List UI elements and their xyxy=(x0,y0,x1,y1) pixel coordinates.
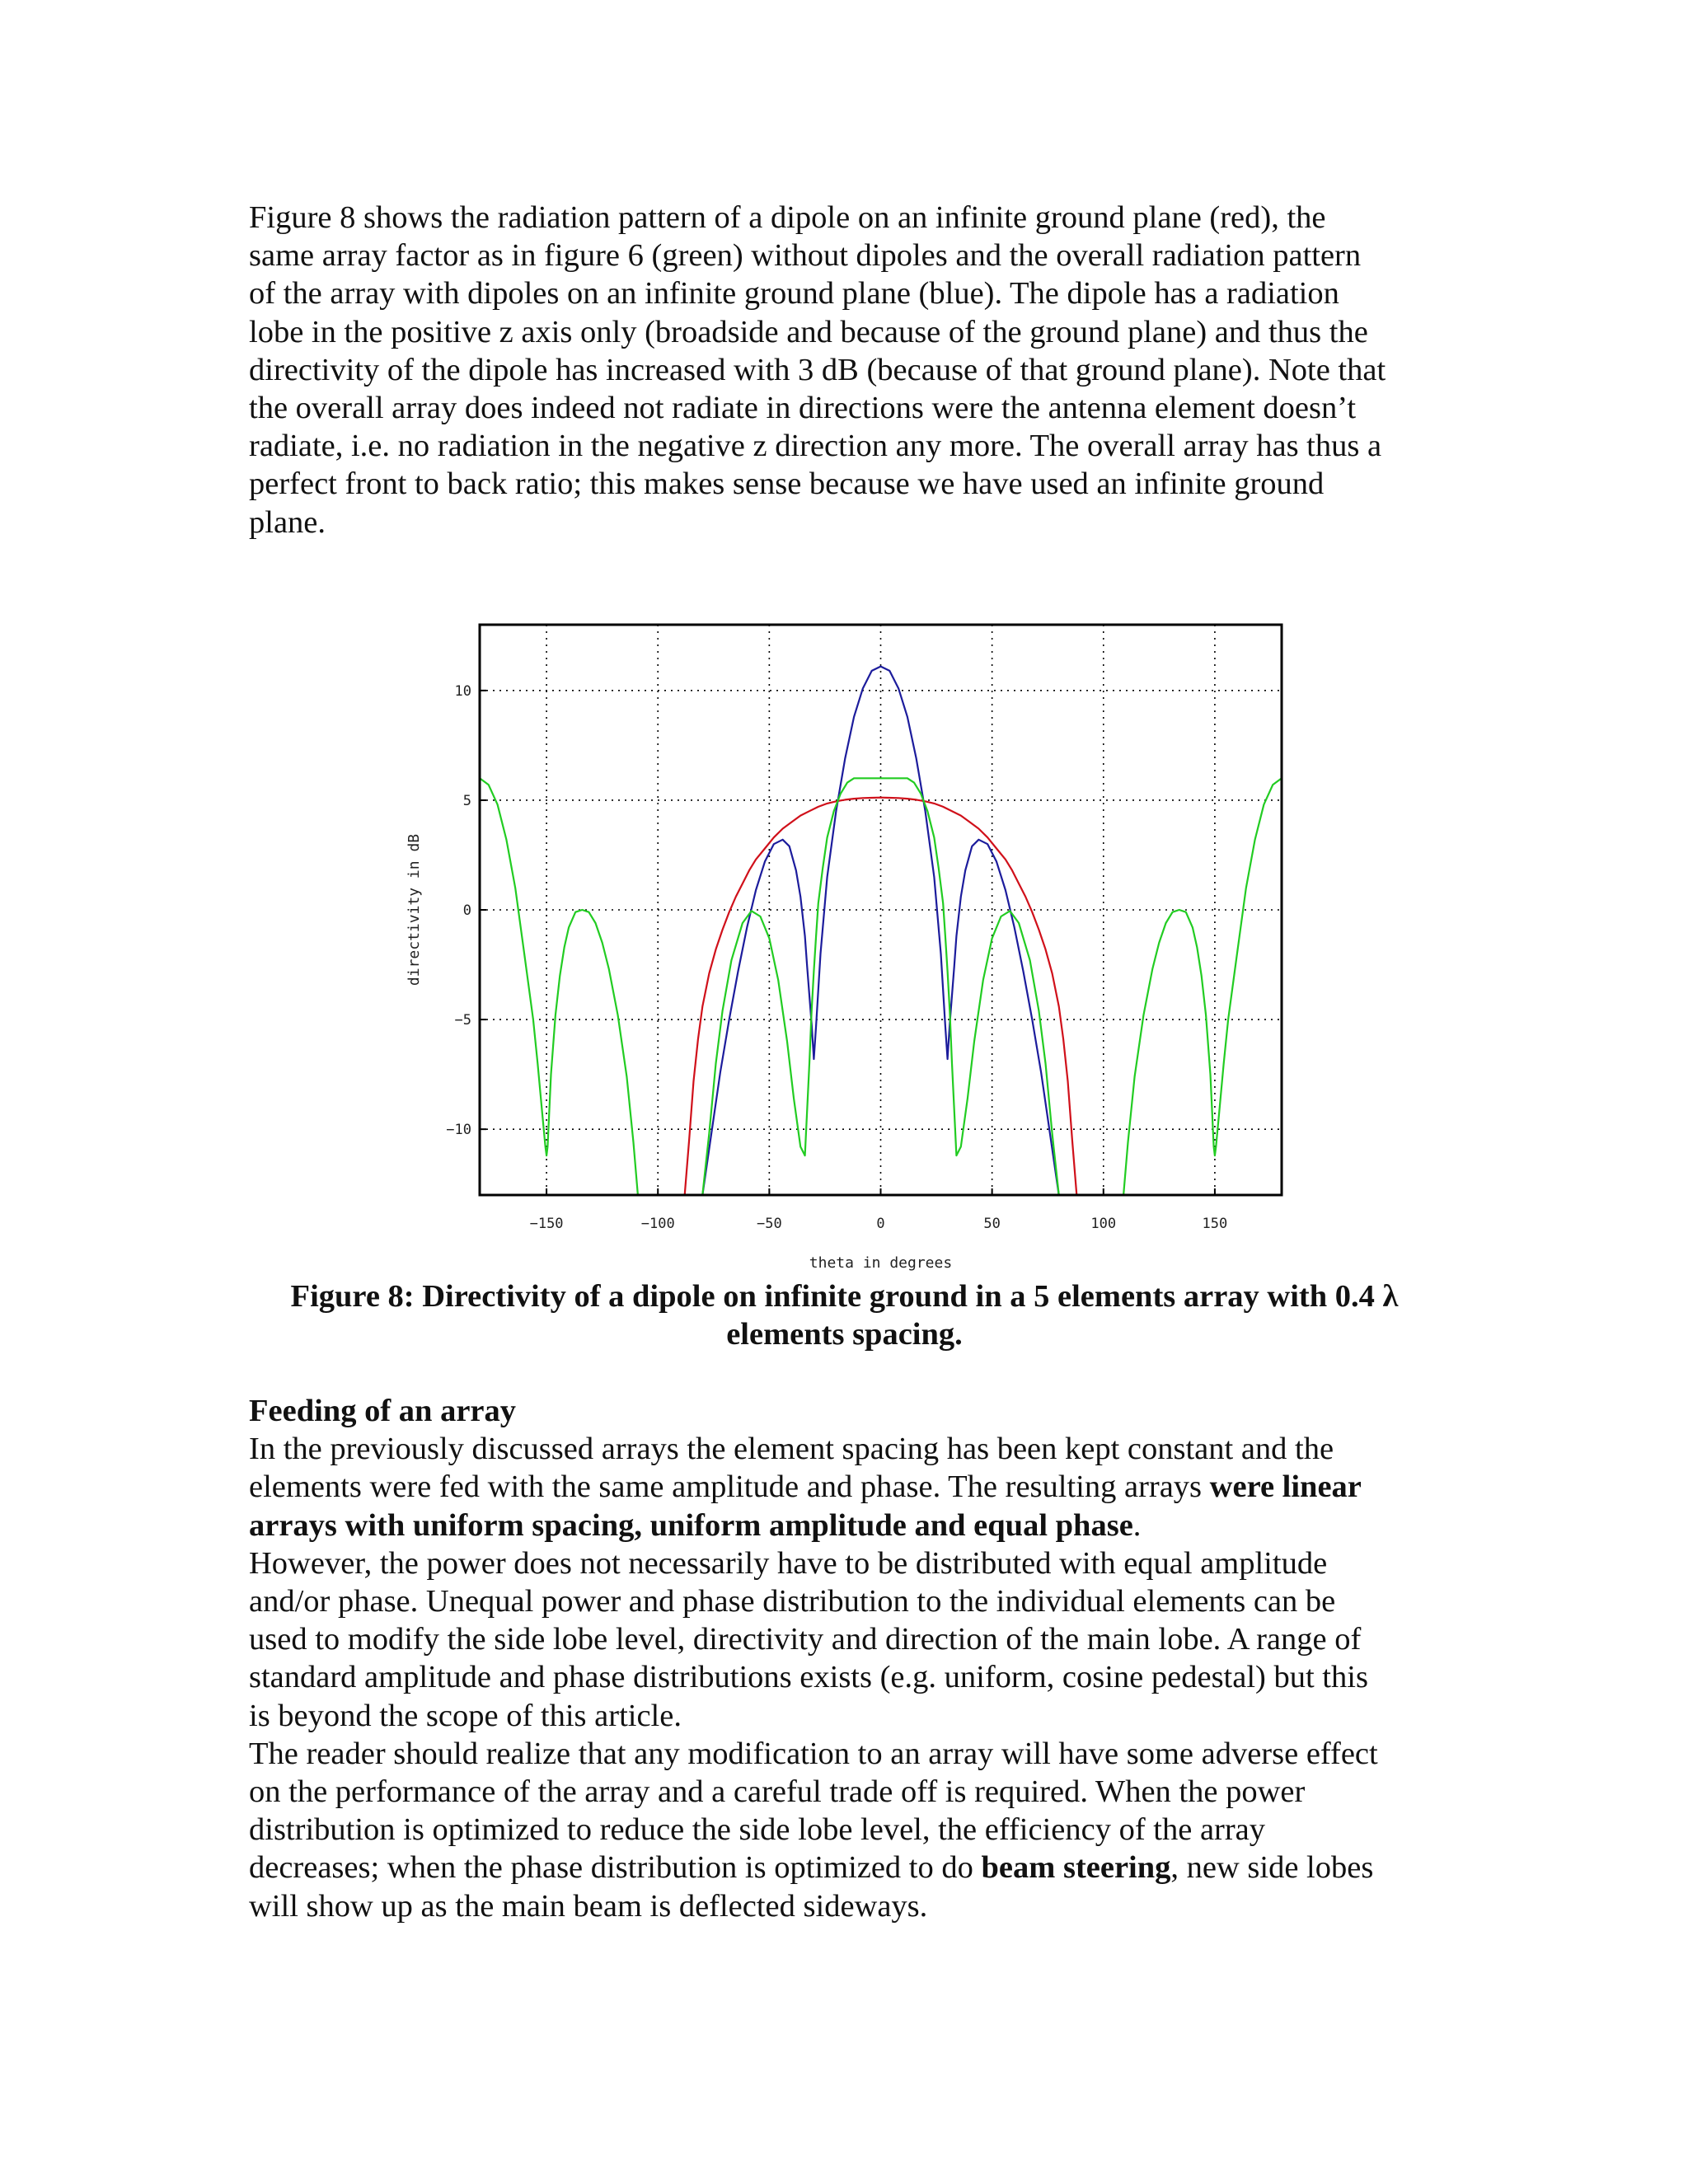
y-tick-label: 5 xyxy=(462,792,471,809)
text-line: used to modify the side lobe level, directivity and direction of the main lobe. A range of xyxy=(249,1622,1362,1657)
y-tick-label: 0 xyxy=(462,902,471,919)
bold-run: arrays with uniform spacing, uniform amplitude and equal phase xyxy=(249,1507,1133,1543)
section-heading-text: Feeding of an array xyxy=(249,1394,516,1428)
text-line: same array factor as in figure 6 (green) without dipoles and the overall radiation pattern xyxy=(249,238,1362,274)
bold-run: beam steering xyxy=(981,1850,1171,1886)
text-line: perfect front to back ratio; this makes sense because we have used an infinite ground xyxy=(249,466,1325,502)
bold-run: were linear xyxy=(1209,1469,1362,1505)
caption-line: Figure 8: Directivity of a dipole on infinite ground in a 5 elements array with 0.4 λ xyxy=(290,1279,1399,1314)
text-line: lobe in the positive z axis only (broadside and because of the ground plane) and thus the xyxy=(249,314,1368,349)
text-line: Figure 8 shows the radiation pattern of a dipole on an infinite ground plane (red), the xyxy=(249,200,1326,235)
intro-paragraph xyxy=(249,199,1440,541)
x-tick-label: −100 xyxy=(640,1216,675,1232)
text-line: The reader should realize that any modification to an array will have some adverse effect xyxy=(249,1736,1378,1771)
x-tick-label: 0 xyxy=(876,1216,885,1232)
text-line: is beyond the scope of this article. xyxy=(249,1698,682,1733)
text-line: However, the power does not necessarily have to be distributed with equal amplitude xyxy=(249,1545,1328,1581)
text-line: the overall array does indeed not radiate in directions were the antenna element doesn’t xyxy=(249,391,1357,426)
text-line: and/or phase. Unequal power and phase distribution to the individual elements can be xyxy=(249,1584,1336,1619)
caption-line: elements spacing. xyxy=(726,1317,963,1352)
x-tick-label: 50 xyxy=(983,1216,1001,1232)
x-tick-label: −50 xyxy=(757,1216,782,1232)
feeding-section xyxy=(249,1392,1440,1925)
figure-caption xyxy=(249,1277,1440,1353)
text-run: decreases; when the phase distribution is optimized to do xyxy=(249,1850,982,1886)
y-tick-label: −10 xyxy=(446,1122,471,1139)
text-line: on the performance of the array and a careful trade off is required. When the power xyxy=(249,1774,1306,1810)
text-line xyxy=(249,1507,1440,1544)
series-line-0 xyxy=(680,798,1081,1195)
text-run: . xyxy=(1132,1507,1142,1543)
text-line: radiate, i.e. no radiation in the negative z direction any more. The overall array has thus a xyxy=(249,429,1382,464)
text-line: of the array with dipoles on an infinite ground plane (blue). The dipole has a radiation xyxy=(249,276,1339,312)
chart-grid xyxy=(480,625,1282,1195)
x-axis-label: theta in degrees xyxy=(809,1254,953,1272)
text-line: plane. xyxy=(249,504,326,540)
text-line: directivity of the dipole has increased with 3 dB (because of that ground plane). Note that xyxy=(249,352,1386,387)
y-tick-label: −5 xyxy=(454,1012,471,1029)
text-line xyxy=(249,1849,1440,1886)
text-line xyxy=(249,1468,1440,1506)
text-line: standard amplitude and phase distributions exists (e.g. uniform, cosine pedestal) but this xyxy=(249,1660,1368,1695)
y-axis-label: directivity in dB xyxy=(406,833,423,987)
y-tick-label: 10 xyxy=(454,682,471,700)
section-heading xyxy=(249,1392,1440,1430)
x-tick-label: 150 xyxy=(1202,1216,1228,1232)
text-line: will show up as the main beam is deflected sideways. xyxy=(249,1888,928,1924)
directivity-chart xyxy=(379,610,1311,1273)
text-line: In the previously discussed arrays the element spacing has been kept constant and the xyxy=(249,1432,1334,1467)
text-line: distribution is optimized to reduce the side lobe level, the efficiency of the array xyxy=(249,1812,1266,1848)
text-run: , new side lobes xyxy=(1170,1850,1374,1886)
x-tick-label: 100 xyxy=(1090,1216,1117,1232)
x-tick-label: −150 xyxy=(529,1216,564,1232)
chart-series xyxy=(480,667,1282,1195)
series-line-1 xyxy=(702,667,1058,1195)
text-run: elements were fed with the same amplitude and phase. The resulting arrays xyxy=(249,1469,1210,1505)
